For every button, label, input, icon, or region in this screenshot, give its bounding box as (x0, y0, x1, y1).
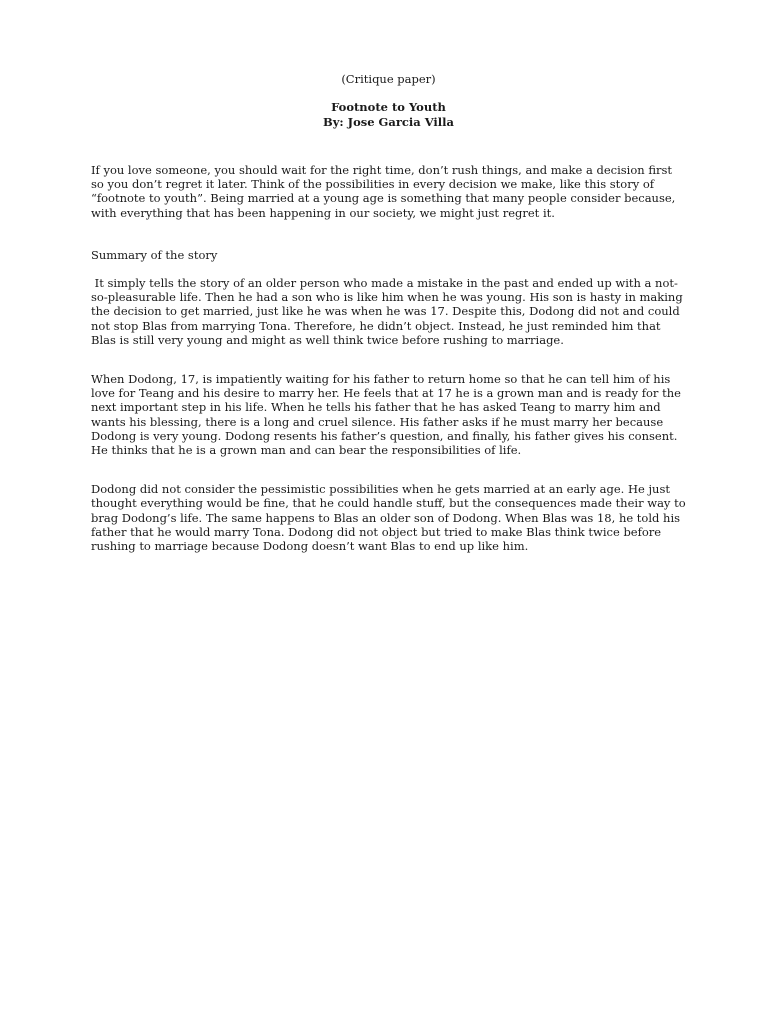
document-title: Footnote to Youth (331, 100, 446, 114)
summary-paragraph-2: When Dodong, 17, is impatiently waiting for his father to return home so that he can tell him of his love for Teang and his desire to marry her. He feels that at 17 he is a grown man and is ready for the next important step in his life. When he tells his father that he has asked Teang to marry him and wants his blessing, there is a long and cruel silence. His father asks if he must marry her because Dodong is very young. Dodong resents his father’s question, and finally, his father gives his consent. He thinks that he is a grown man and can bear the responsibilities of life. (91, 372, 681, 458)
summary-paragraph-1: It simply tells the story of an older person who made a mistake in the past and ended up with a not-so-pleasurable life. Then he had a son who is like him when he was young. His son is hasty in making the decision to get married, just like he was when he was 17. Despite this, Dodong did not and could not stop Blas from marrying Tona. Therefore, he didn’t object. Instead, he just reminded him that Blas is still very young and might as well think twice before rushing to marriage. (91, 276, 683, 347)
title-block (91, 100, 686, 130)
summary-paragraph-3: Dodong did not consider the pessimistic possibilities when he gets married at an early age. He just thought everything would be fine, that he could handle stuff, but the consequences made their way to brag Dodong’s life. The same happens to Blas an older son of Dodong. When Blas was 18, he told his father that he would marry Tona. Dodong did not object but tried to make Blas think twice before rushing to marriage because Dodong doesn’t want Blas to end up like him. (91, 482, 686, 554)
section-heading: Summary of the story (91, 247, 218, 262)
document-author: By: Jose Garcia Villa (323, 115, 454, 129)
document-label: (Critique paper) (341, 72, 436, 86)
intro-paragraph: If you love someone, you should wait for the right time, don’t rush things, and make a decision first so you don’t regret it later. Think of the possibilities in every decision we make, like this story of “footnote to youth”. Being married at a young age is something that many people consider because, with everything that has been happening in our society, we might just regret it. (91, 163, 676, 220)
